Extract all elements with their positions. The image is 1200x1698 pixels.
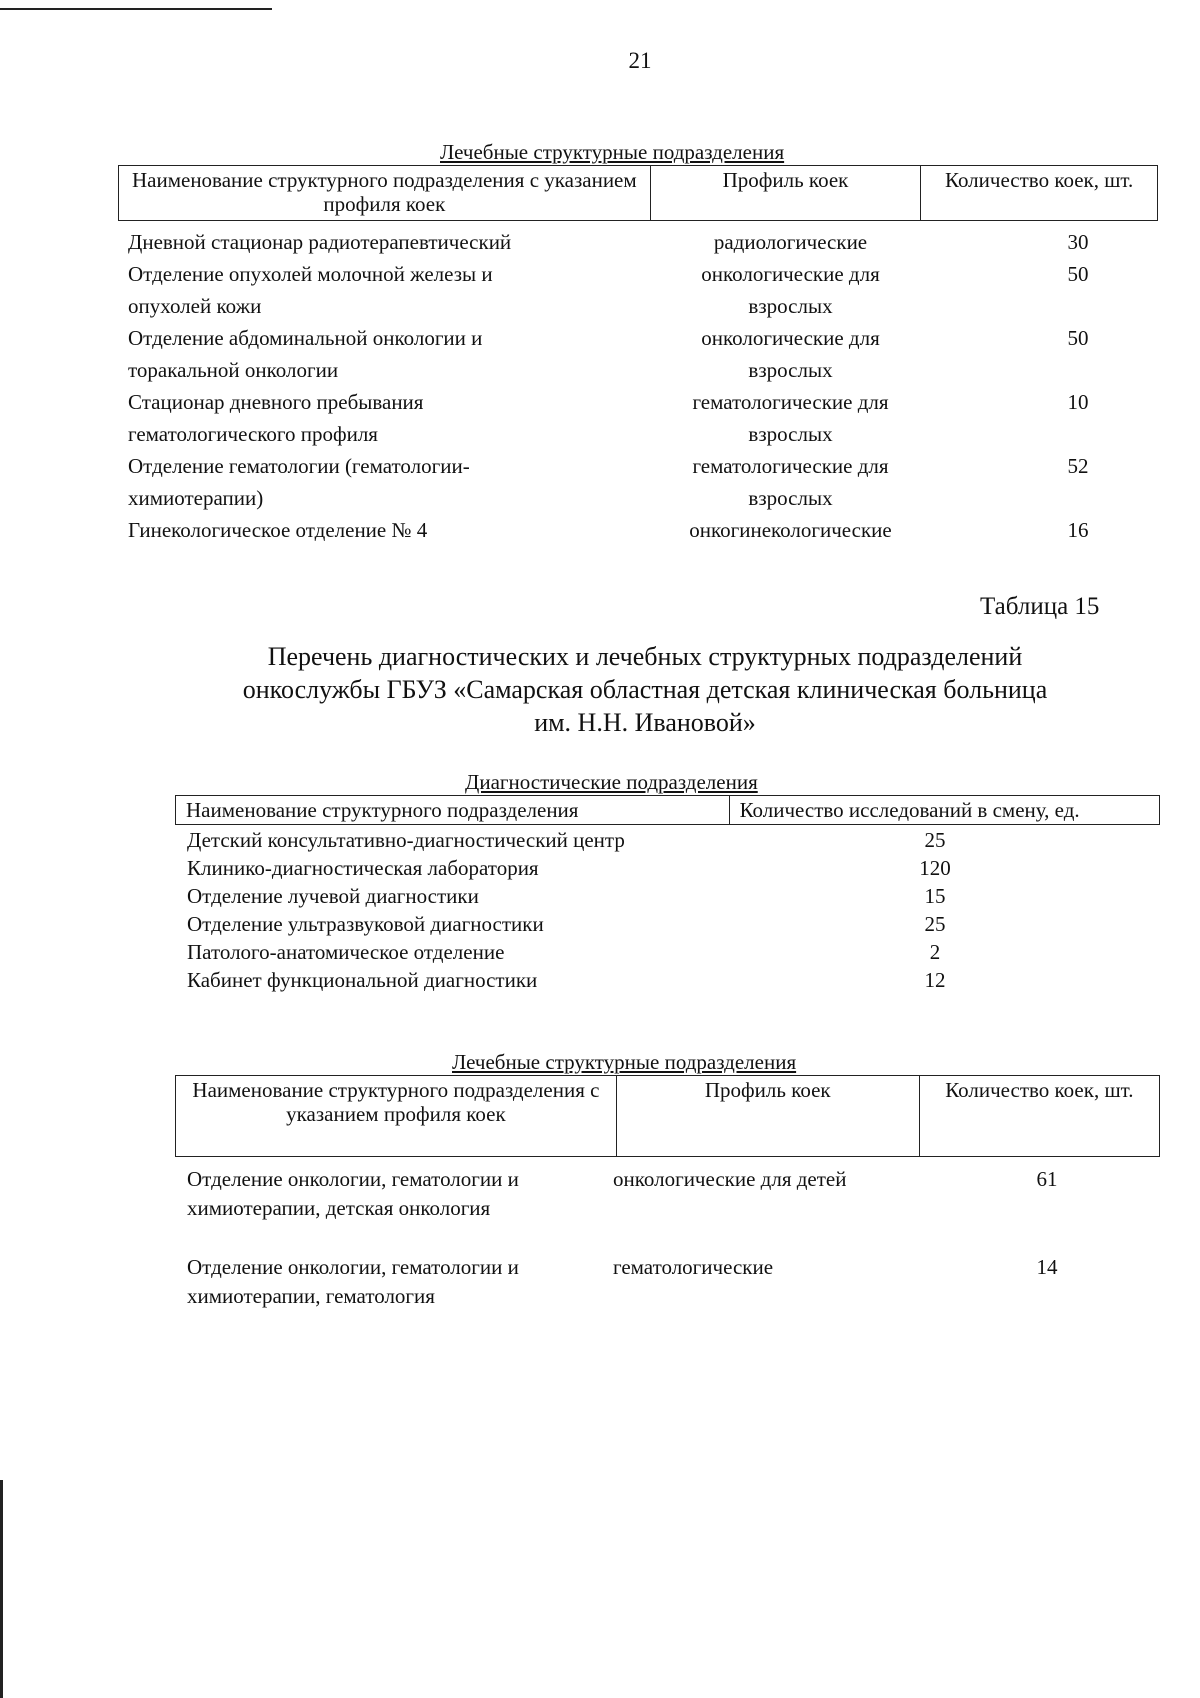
table-row: Отделение абдоминальной онкологии и торакальной онкологии онкологические для взрослых 50 (128, 326, 1089, 382)
table2-header (175, 795, 1160, 825)
table3-header-name: Наименование структурного подразделения с указанием профиля коек (176, 1076, 617, 1157)
table2-header-name: Наименование структурного подразделения (176, 796, 730, 825)
table3-caption: Лечебные структурные подразделения (452, 1050, 797, 1074)
table2-caption: Диагностические подразделения (465, 770, 758, 794)
left-scan-edge (0, 1480, 3, 1698)
table15-label: Таблица 15 (980, 593, 1100, 620)
table1-header-name: Наименование структурного подразделения с указанием профиля коек (119, 166, 651, 221)
table1-body (128, 226, 1158, 546)
table3-header (175, 1075, 1160, 1157)
table15-title: Перечень диагностических и лечебных структурных подразделений онкослужбы ГБУЗ «Самарская областная детская клиническая больница им. Н.Н. Ивановой» (242, 642, 1048, 737)
table1-header (118, 165, 1158, 221)
table-row: Отделение онкологии, гематологии и химиотерапии, детская онкология онкологические для детей 61 (187, 1167, 1058, 1220)
table3-body (187, 1165, 1147, 1341)
table-row: Кабинет функциональной диагностики 12 (187, 968, 946, 992)
table-row: Отделение гематологии (гематологии-химиотерапии) гематологические для взрослых 52 (128, 454, 1089, 510)
table-row: Гинекологическое отделение № 4 онкогинекологические 16 (128, 518, 1089, 542)
table-row: Стационар дневного пребывания гематологического профиля гематологические для взрослых 10 (128, 390, 1089, 446)
table-row: Дневной стационар радиотерапевтический радиологические 30 (128, 230, 1089, 254)
page-number: 21 (628, 48, 652, 73)
table1-header-profile: Профиль коек (650, 166, 921, 221)
table-row: Отделение ультразвуковой диагностики 25 (187, 912, 946, 936)
top-border-line (0, 8, 272, 10)
table2-header-count: Количество исследований в смену, ед. (729, 796, 1159, 825)
table-row: Детский консультативно-диагностический центр 25 (187, 828, 946, 852)
table3-header-profile: Профиль коек (616, 1076, 919, 1157)
table-row: Отделение онкологии, гематологии и химиотерапии, гематология гематологические 14 (187, 1255, 1058, 1308)
table-row: Отделение лучевой диагностики 15 (187, 884, 946, 908)
table3-header-count: Количество коек, шт. (919, 1076, 1159, 1157)
table1-header-count: Количество коек, шт. (921, 166, 1158, 221)
table-row: Клинико-диагностическая лаборатория 120 (187, 856, 951, 880)
table2-body (187, 826, 1147, 994)
table-row: Отделение опухолей молочной железы и опухолей кожи онкологические для взрослых 50 (128, 262, 1089, 318)
table-row: Патолого-анатомическое отделение 2 (187, 940, 941, 964)
table1-caption: Лечебные структурные подразделения (440, 140, 785, 164)
